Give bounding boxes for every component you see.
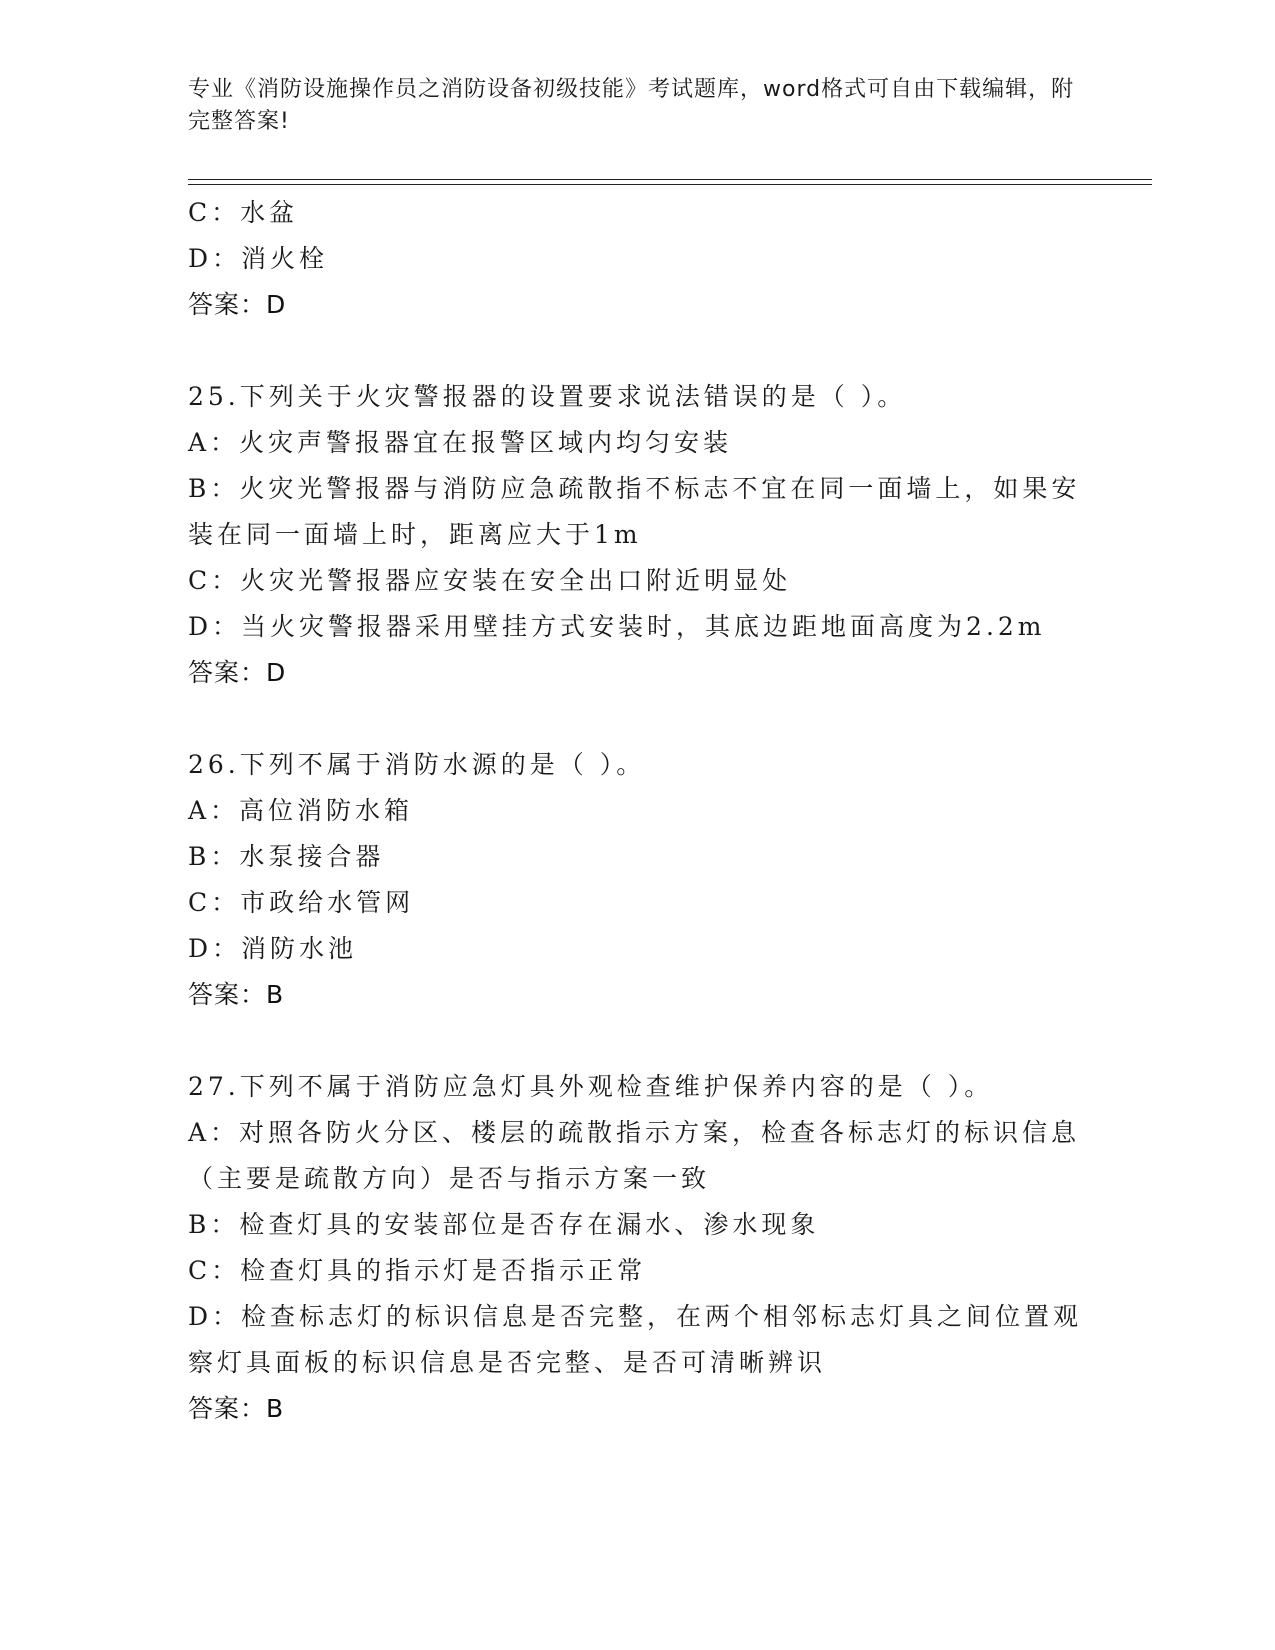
question-26 — [188, 742, 1088, 1018]
header-divider-top — [188, 179, 1152, 180]
option-line: C：火灾光警报器应安装在安全出口附近明显处 — [188, 566, 792, 595]
option-line: D：消火栓 — [188, 244, 329, 273]
question-25 — [188, 374, 1088, 696]
page-header: 专业《消防设施操作员之消防设备初级技能》考试题库，word格式可自由下载编辑，附完整答案! — [188, 77, 1075, 134]
question-content — [188, 190, 1088, 1432]
answer-line: 答案：D — [188, 290, 287, 319]
option-line: B：火灾光警报器与消防应急疏散指不标志不宜在同一面墙上，如果安 — [188, 474, 1081, 503]
option-line: D：当火灾警报器采用壁挂方式安装时，其底边距地面高度为2.2m — [188, 612, 1046, 641]
question-27 — [188, 1064, 1088, 1432]
option-line-continued: 察灯具面板的标识信息是否完整、是否可清晰辨识 — [188, 1348, 827, 1377]
option-line-continued: （主要是疏散方向）是否与指示方案一致 — [188, 1164, 711, 1193]
question-stem: 27.下列不属于消防应急灯具外观检查维护保养内容的是（ ）。 — [188, 1072, 994, 1101]
option-line: C：水盆 — [188, 198, 299, 227]
answer-line: 答案：B — [188, 1394, 285, 1423]
question-stem: 25.下列关于火灾警报器的设置要求说法错误的是（ ）。 — [188, 382, 907, 411]
answer-line: 答案：B — [188, 980, 285, 1009]
option-line: B：水泵接合器 — [188, 842, 385, 871]
option-line: B：检查灯具的安装部位是否存在漏水、渗水现象 — [188, 1210, 820, 1239]
partial-question — [188, 190, 1088, 328]
header-divider-bottom — [188, 184, 1152, 185]
question-stem: 26.下列不属于消防水源的是（ ）。 — [188, 750, 646, 779]
option-line: D：消防水池 — [188, 934, 358, 963]
option-line: A：火灾声警报器宜在报警区域内均匀安装 — [188, 428, 733, 457]
option-line: A：高位消防水箱 — [188, 796, 414, 825]
option-line: D：检查标志灯的标识信息是否完整，在两个相邻标志灯具之间位置观 — [188, 1302, 1083, 1331]
answer-line: 答案：D — [188, 658, 287, 687]
option-line: C：市政给水管网 — [188, 888, 415, 917]
option-line: A：对照各防火分区、楼层的疏散指示方案，检查各标志灯的标识信息 — [188, 1118, 1081, 1147]
option-line: C：检查灯具的指示灯是否指示正常 — [188, 1256, 647, 1285]
option-line-continued: 装在同一面墙上时，距离应大于1m — [188, 520, 642, 549]
